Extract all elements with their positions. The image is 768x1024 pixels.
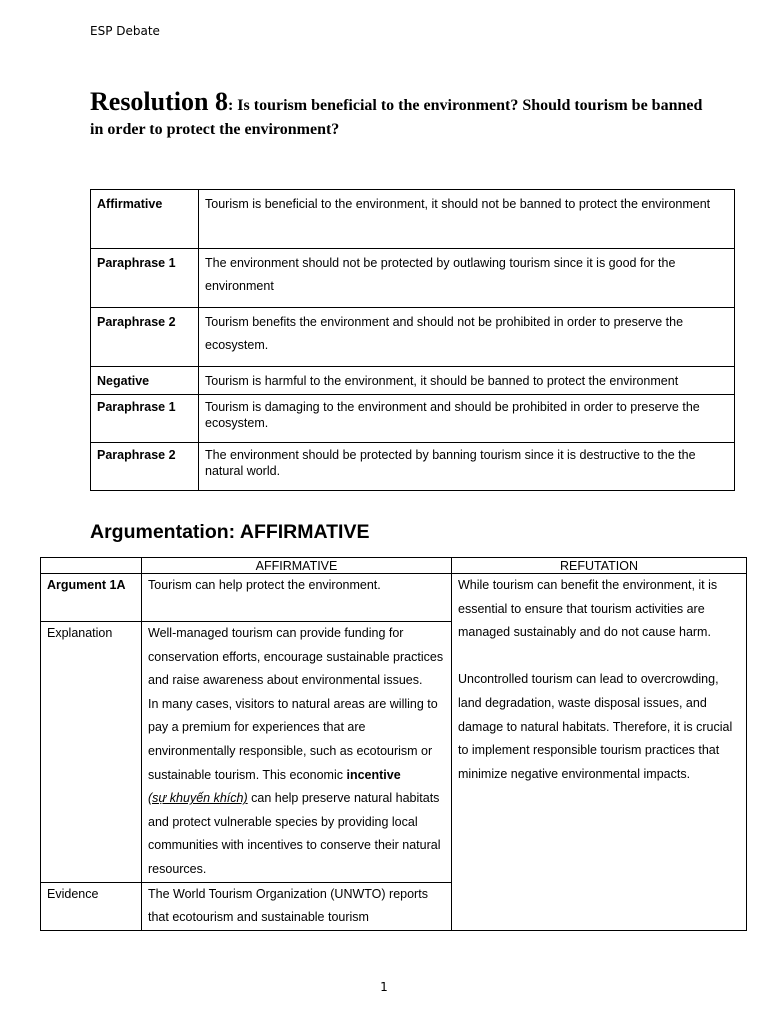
evidence-label: Evidence xyxy=(41,882,142,930)
empty-header-cell xyxy=(41,558,142,574)
row-label: Paraphrase 2 xyxy=(91,443,199,491)
paragraph-gap xyxy=(458,645,740,669)
row-label: Paraphrase 2 xyxy=(91,308,199,367)
argumentation-heading xyxy=(90,521,370,544)
heading-side: AFFIRMATIVE xyxy=(239,521,370,543)
explanation-label: Explanation xyxy=(41,622,142,883)
table-row xyxy=(91,190,735,249)
row-text: The environment should not be protected by outlawing tourism since it is good for the environment xyxy=(199,249,735,308)
refutation-paragraph: While tourism can benefit the environment, it is essential to ensure that tourism activities are managed sustainably and do not cause harm. xyxy=(458,578,718,640)
row-label: Paraphrase 1 xyxy=(91,249,199,308)
explanation-text xyxy=(142,622,452,883)
table-row xyxy=(91,367,735,395)
table-row xyxy=(91,443,735,491)
paraphrase-table xyxy=(90,189,735,491)
row-text: Tourism benefits the environment and should not be prohibited in order to preserve the ecosystem. xyxy=(199,308,735,367)
row-label: Paraphrase 1 xyxy=(91,395,199,443)
table-row xyxy=(91,395,735,443)
row-label: Negative xyxy=(91,367,199,395)
row-text: The environment should be protected by banning tourism since it is destructive to the the natural world. xyxy=(199,443,735,491)
refutation-column-header: REFUTATION xyxy=(452,558,747,574)
row-label: Affirmative xyxy=(91,190,199,249)
explanation-paragraph: Well-managed tourism can provide funding for conservation efforts, encourage sustainable practices and raise awareness about environmental issues. xyxy=(148,626,444,688)
row-text: Tourism is harmful to the environment, it should be banned to protect the environment xyxy=(199,367,735,395)
row-text: Tourism is beneficial to the environment, it should not be banned to protect the environment xyxy=(199,190,735,249)
refutation-paragraph: Uncontrolled tourism can lead to overcrowding, land degradation, waste disposal issues, and damage to natural habitats. Therefore, it is crucial to implement responsible tourism practices that minimize negative environmental impacts. xyxy=(458,672,733,781)
argument-text: Tourism can help protect the environment. xyxy=(142,574,452,622)
affirmative-column-header: AFFIRMATIVE xyxy=(142,558,452,574)
explanation-paragraph xyxy=(148,693,445,882)
page-number: 1 xyxy=(380,980,388,994)
refutation-cell xyxy=(452,574,747,931)
argument-table xyxy=(40,557,747,931)
vietnamese-gloss: (sự khuyến khích) xyxy=(148,791,248,806)
explanation-run: can help preserve natural habitats and protect vulnerable species by providing local communities with incentives to conserve their natural resources. xyxy=(148,791,441,876)
evidence-text: The World Tourism Organization (UNWTO) reports that ecotourism and sustainable tourism xyxy=(142,882,452,930)
table-row xyxy=(91,308,735,367)
table-header-row xyxy=(41,558,747,574)
table-row xyxy=(91,249,735,308)
table-row xyxy=(41,574,747,622)
explanation-run: In many cases, visitors to natural areas are willing to pay a premium for experiences that are environmentally responsible, such as ecotourism or sustainable tourism. This economic xyxy=(148,696,438,782)
resolution-question: : Is tourism beneficial to the environment? Should tourism be banned in order to protect the environment? xyxy=(90,97,703,138)
resolution-title xyxy=(90,87,710,142)
resolution-number: Resolution 8 xyxy=(90,87,228,116)
argument-label: Argument 1A xyxy=(41,574,142,622)
document-header: ESP Debate xyxy=(90,24,160,38)
row-text: Tourism is damaging to the environment and should be prohibited in order to preserve the ecosystem. xyxy=(199,395,735,443)
heading-prefix: Argumentation: xyxy=(90,521,240,543)
explanation-bold-term: incentive xyxy=(346,767,401,782)
